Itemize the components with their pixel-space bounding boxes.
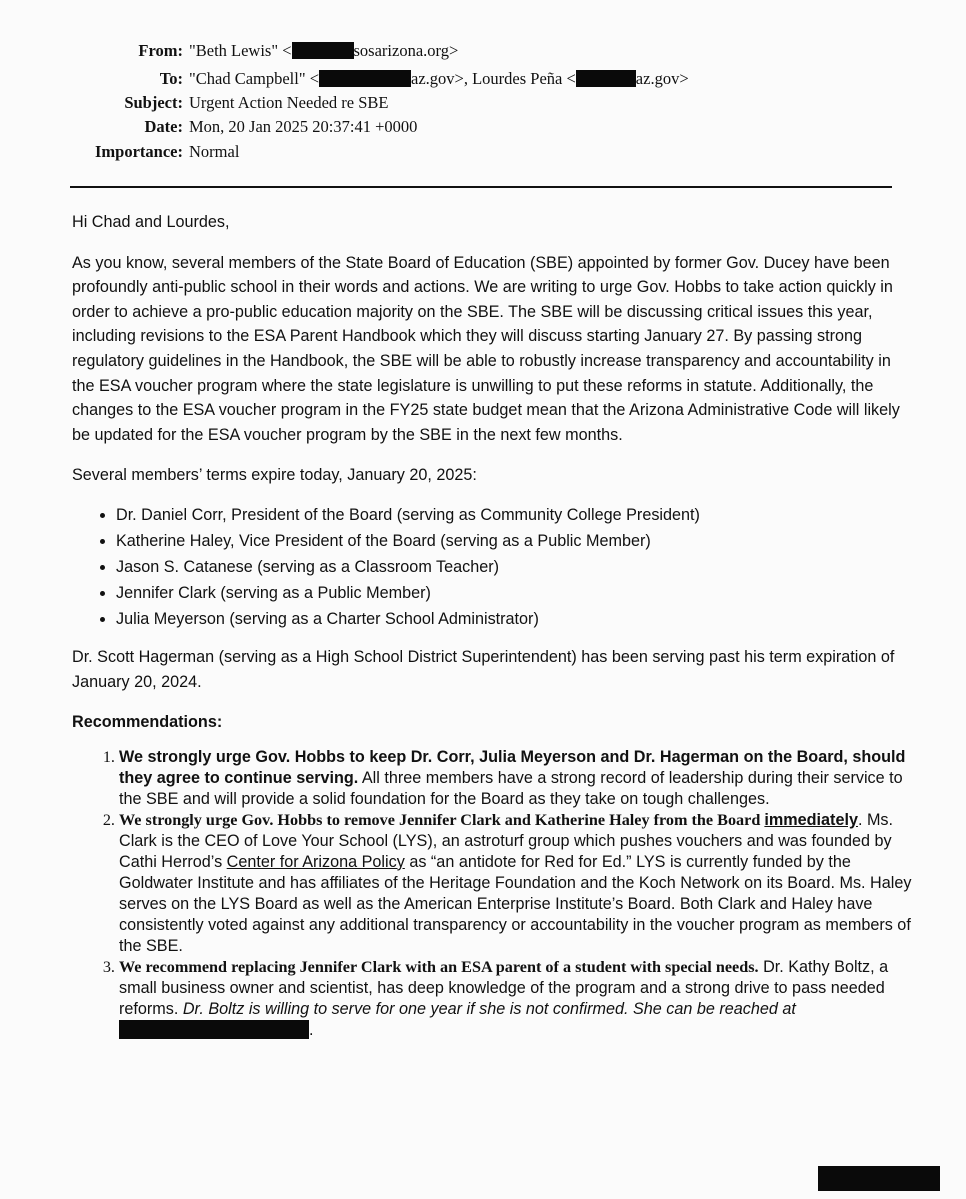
intro-paragraph: As you know, several members of the State Board of Education (SBE) appointed by former Gov. Ducey have been profoundly anti-public school in their words and actions. We are writing to urge Gov. Hobbs to take action quickly in order to achieve a pro-public education majority on the SBE. The SBE will be discussing critical issues this year, including revisions to the ESA Parent Handbook which they will discuss starting January 27. By passing strong regulatory guidelines in the Handbook, the SBE will be able to robustly increase transparency and accountability in the ESA voucher program where the state legislature is unwilling to put these reforms in statute. Additionally, the changes to the ESA voucher program in the FY25 state budget mean that the Arizona Administrative Code will likely be updated for the ESA voucher program by the SBE in the next few months. bbox=[72, 253, 900, 444]
to-domain-2: az.gov> bbox=[635, 69, 689, 88]
redaction-box bbox=[292, 42, 354, 59]
to-value bbox=[189, 68, 689, 90]
rec2-text: . Ms. Clark is the CEO of Love Your School (LYS), an astroturf group which pushes vouchers and was founded by Cathi Herrod’s bbox=[119, 810, 894, 871]
rec2-bold: We strongly urge Gov. Hobbs to remove Jennifer Clark and Katherine Haley from the Board bbox=[119, 810, 765, 829]
expiring-members-list bbox=[72, 502, 912, 632]
header-divider bbox=[70, 186, 892, 188]
rec2-text-2: as “an antidote for Red for Ed.” LYS is currently funded by the Goldwater Institute and has affiliates of the Heritage Foundation and the Koch Network on its Board. Ms. Haley serves on the LYS Board as well as the American Enterprise Institute’s Board. Both Clark and Haley have consistently voted against any additional transparency or accountability in the voucher program as members of the SBE. bbox=[119, 852, 912, 955]
expire-intro: Several members’ terms expire today, January 20, 2025: bbox=[72, 466, 477, 485]
rec3-end: . bbox=[309, 1020, 314, 1039]
list-item: • Jennifer Clark (serving as a Public Member) bbox=[116, 580, 912, 606]
redaction-box bbox=[119, 1020, 309, 1039]
from-value bbox=[189, 40, 458, 62]
redaction-box bbox=[818, 1166, 940, 1191]
rec1-text: All three members have a strong record of leadership during their service to the SBE and will provide a solid foundation for the Board as they take on tough challenges. bbox=[119, 768, 903, 808]
email-body bbox=[72, 210, 912, 1041]
recommendations-heading: Recommendations: bbox=[72, 713, 223, 732]
recommendations-list bbox=[72, 747, 912, 1041]
from-label: From: bbox=[138, 41, 183, 60]
center-for-arizona-policy-link[interactable]: Center for Arizona Policy bbox=[226, 852, 405, 871]
rec3-text: Dr. Kathy Boltz, a small business owner and scientist, has deep knowledge of the program and a strong drive to pass needed reforms. bbox=[119, 957, 889, 1018]
redaction-box bbox=[319, 70, 411, 87]
date-value: Mon, 20 Jan 2025 20:37:41 +0000 bbox=[189, 117, 418, 136]
from-name: "Beth Lewis" < bbox=[189, 41, 292, 60]
list-item: • Dr. Daniel Corr, President of the Board (serving as Community College President) bbox=[116, 502, 912, 528]
list-item: • Katherine Haley, Vice President of the Board (serving as a Public Member) bbox=[116, 528, 912, 554]
to-name: "Chad Campbell" < bbox=[189, 69, 320, 88]
to-label: To: bbox=[159, 69, 183, 88]
date-label: Date: bbox=[144, 117, 183, 136]
redaction-box bbox=[576, 70, 636, 87]
rec3-italic: Dr. Boltz is willing to serve for one year if she is not confirmed. She can be reached at bbox=[182, 999, 796, 1018]
subject-label: Subject: bbox=[124, 93, 183, 112]
greeting: Hi Chad and Lourdes, bbox=[72, 213, 230, 231]
list-item: • Julia Meyerson (serving as a Charter School Administrator) bbox=[116, 606, 912, 632]
from-domain: sosarizona.org> bbox=[353, 41, 459, 60]
importance-label: Importance: bbox=[95, 142, 183, 161]
rec2-immediately: immediately bbox=[764, 810, 858, 829]
importance-value: Normal bbox=[189, 142, 240, 161]
recommendation-item bbox=[119, 747, 912, 810]
rec3-bold: We recommend replacing Jennifer Clark with an ESA parent of a student with special needs. bbox=[119, 957, 759, 976]
hagerman-paragraph: Dr. Scott Hagerman (serving as a High School District Superintendent) has been serving past his term expiration of January 20, 2024. bbox=[72, 647, 895, 691]
to-domain: az.gov>, Lourdes Peña < bbox=[411, 69, 576, 88]
recommendation-item bbox=[119, 957, 912, 1041]
subject-value: Urgent Action Needed re SBE bbox=[189, 93, 389, 112]
rec1-bold: We strongly urge Gov. Hobbs to keep Dr. Corr, Julia Meyerson and Dr. Hagerman on the Board, should they agree to continue serving. bbox=[119, 747, 906, 787]
list-item: • Jason S. Catanese (serving as a Classroom Teacher) bbox=[116, 554, 912, 580]
recommendation-item bbox=[119, 810, 912, 957]
